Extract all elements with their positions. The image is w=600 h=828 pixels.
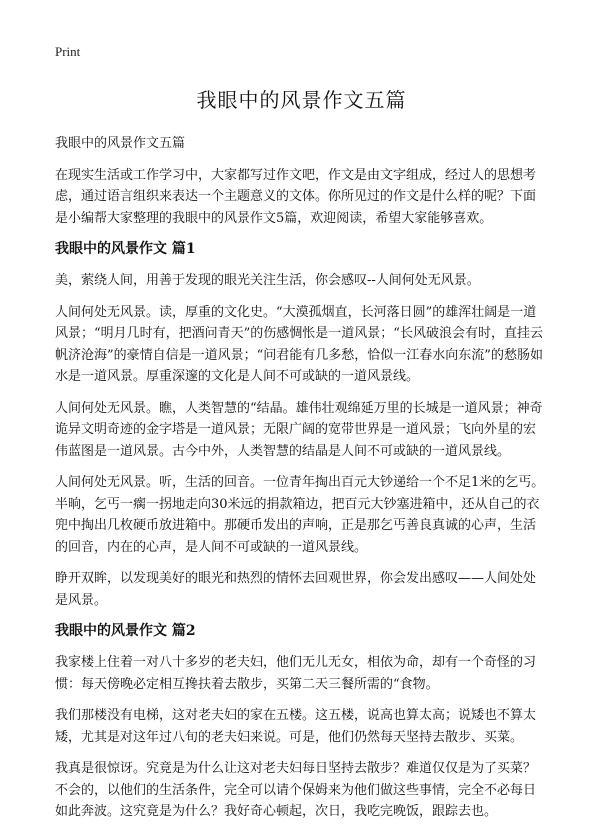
section-paragraph: 人间何处无风景。瞧，人类智慧的“结晶。雄伟壮观绵延万里的长城是一道风景；神奇诡异文明奇迹的金字塔是一道风景；无限广阔的宽带世界是一道风景；飞向外星的宏伟蓝图是一道风景。古今中外，人类智慧的结晶是人间不可或缺的一道风景线。 [55,400,543,459]
intro-paragraph: 在现实生活或工作学习中，大家都写过作文吧，作文是由文字组成，经过人的思想考虑，通过语言组织来表达一个主题意义的文体。你所见过的作文是什么样的呢？下面是小编帮大家整理的我眼中的风景作文5篇，欢迎阅读，希望大家能够喜欢。 [55,167,537,226]
section-paragraph: 我们那楼没有电梯，这对老夫妇的家在五楼。这五楼，说高也算太高；说矮也不算太矮，尤其是对这年过八旬的老夫妇来说。可是，他们仍然每天坚持去散步、买菜。 [55,708,537,745]
section-paragraph: 人间何处无风景。读，厚重的文化史。“大漠孤烟直，长河落日圆”的雄浑壮阔是一道风景；“明月几时有，把酒问青天”的伤感惆怅是一道风景；“长风破浪会有时，直挂云帆济沧海”的豪情自信是一道风景；“问君能有几多愁，恰似一江春水向东流”的愁肠如水是一道风景。厚重深邃的文化是人间不可或缺的一道风景线。 [55,304,543,384]
article-body [55,133,548,823]
article-subtitle: 我眼中的风景作文五篇 [55,136,186,151]
section-paragraph: 我家楼上住着一对八十多岁的老夫妇，他们无儿无女，相依为命，却有一个奇怪的习惯：每天傍晚必定相互搀扶着去散步，买第二天三餐所需的“食物。 [55,655,537,692]
section-paragraph: 人间何处无风景。听，生活的回音。一位青年掏出百元大钞递给一个不足1米的乞丐。半晌，乞丐一瘸一拐地走向30米远的捐款箱边，把百元大钞塞进箱中，还从自己的衣兜中掏出几枚硬币放进箱中。那硬币发出的声响，正是那乞丐善良真诚的心声，生活的回音，内在的心声，是人间不可或缺的一道风景线。 [55,475,545,555]
section-paragraph: 美，萦绕人间，用善于发现的眼光关注生活，你会感叹--人间何处无风景。 [55,273,480,288]
page-title: 我眼中的风景作文五篇 [196,88,407,112]
section-paragraph: 睁开双眸，以发现美好的眼光和热烈的情怀去回观世界，你会发出感叹——人间处处是风景。 [55,571,537,608]
print-link[interactable]: Print [55,44,81,59]
section-heading: 我眼中的风景作文 篇1 [55,241,196,257]
section-heading: 我眼中的风景作文 篇2 [55,623,196,639]
section-paragraph: 我真是很惊讶。究竟是为什么让这对老夫妇每日坚持去散步？难道仅仅是为了买菜？不会的，以他们的生活条件，完全可以请个保姆来为他们做这些事情，完全不必每日如此奔波。这究竟是为什么？我好奇心顿起，次日，我吃完晚饭，跟踪去也。 [55,761,537,819]
